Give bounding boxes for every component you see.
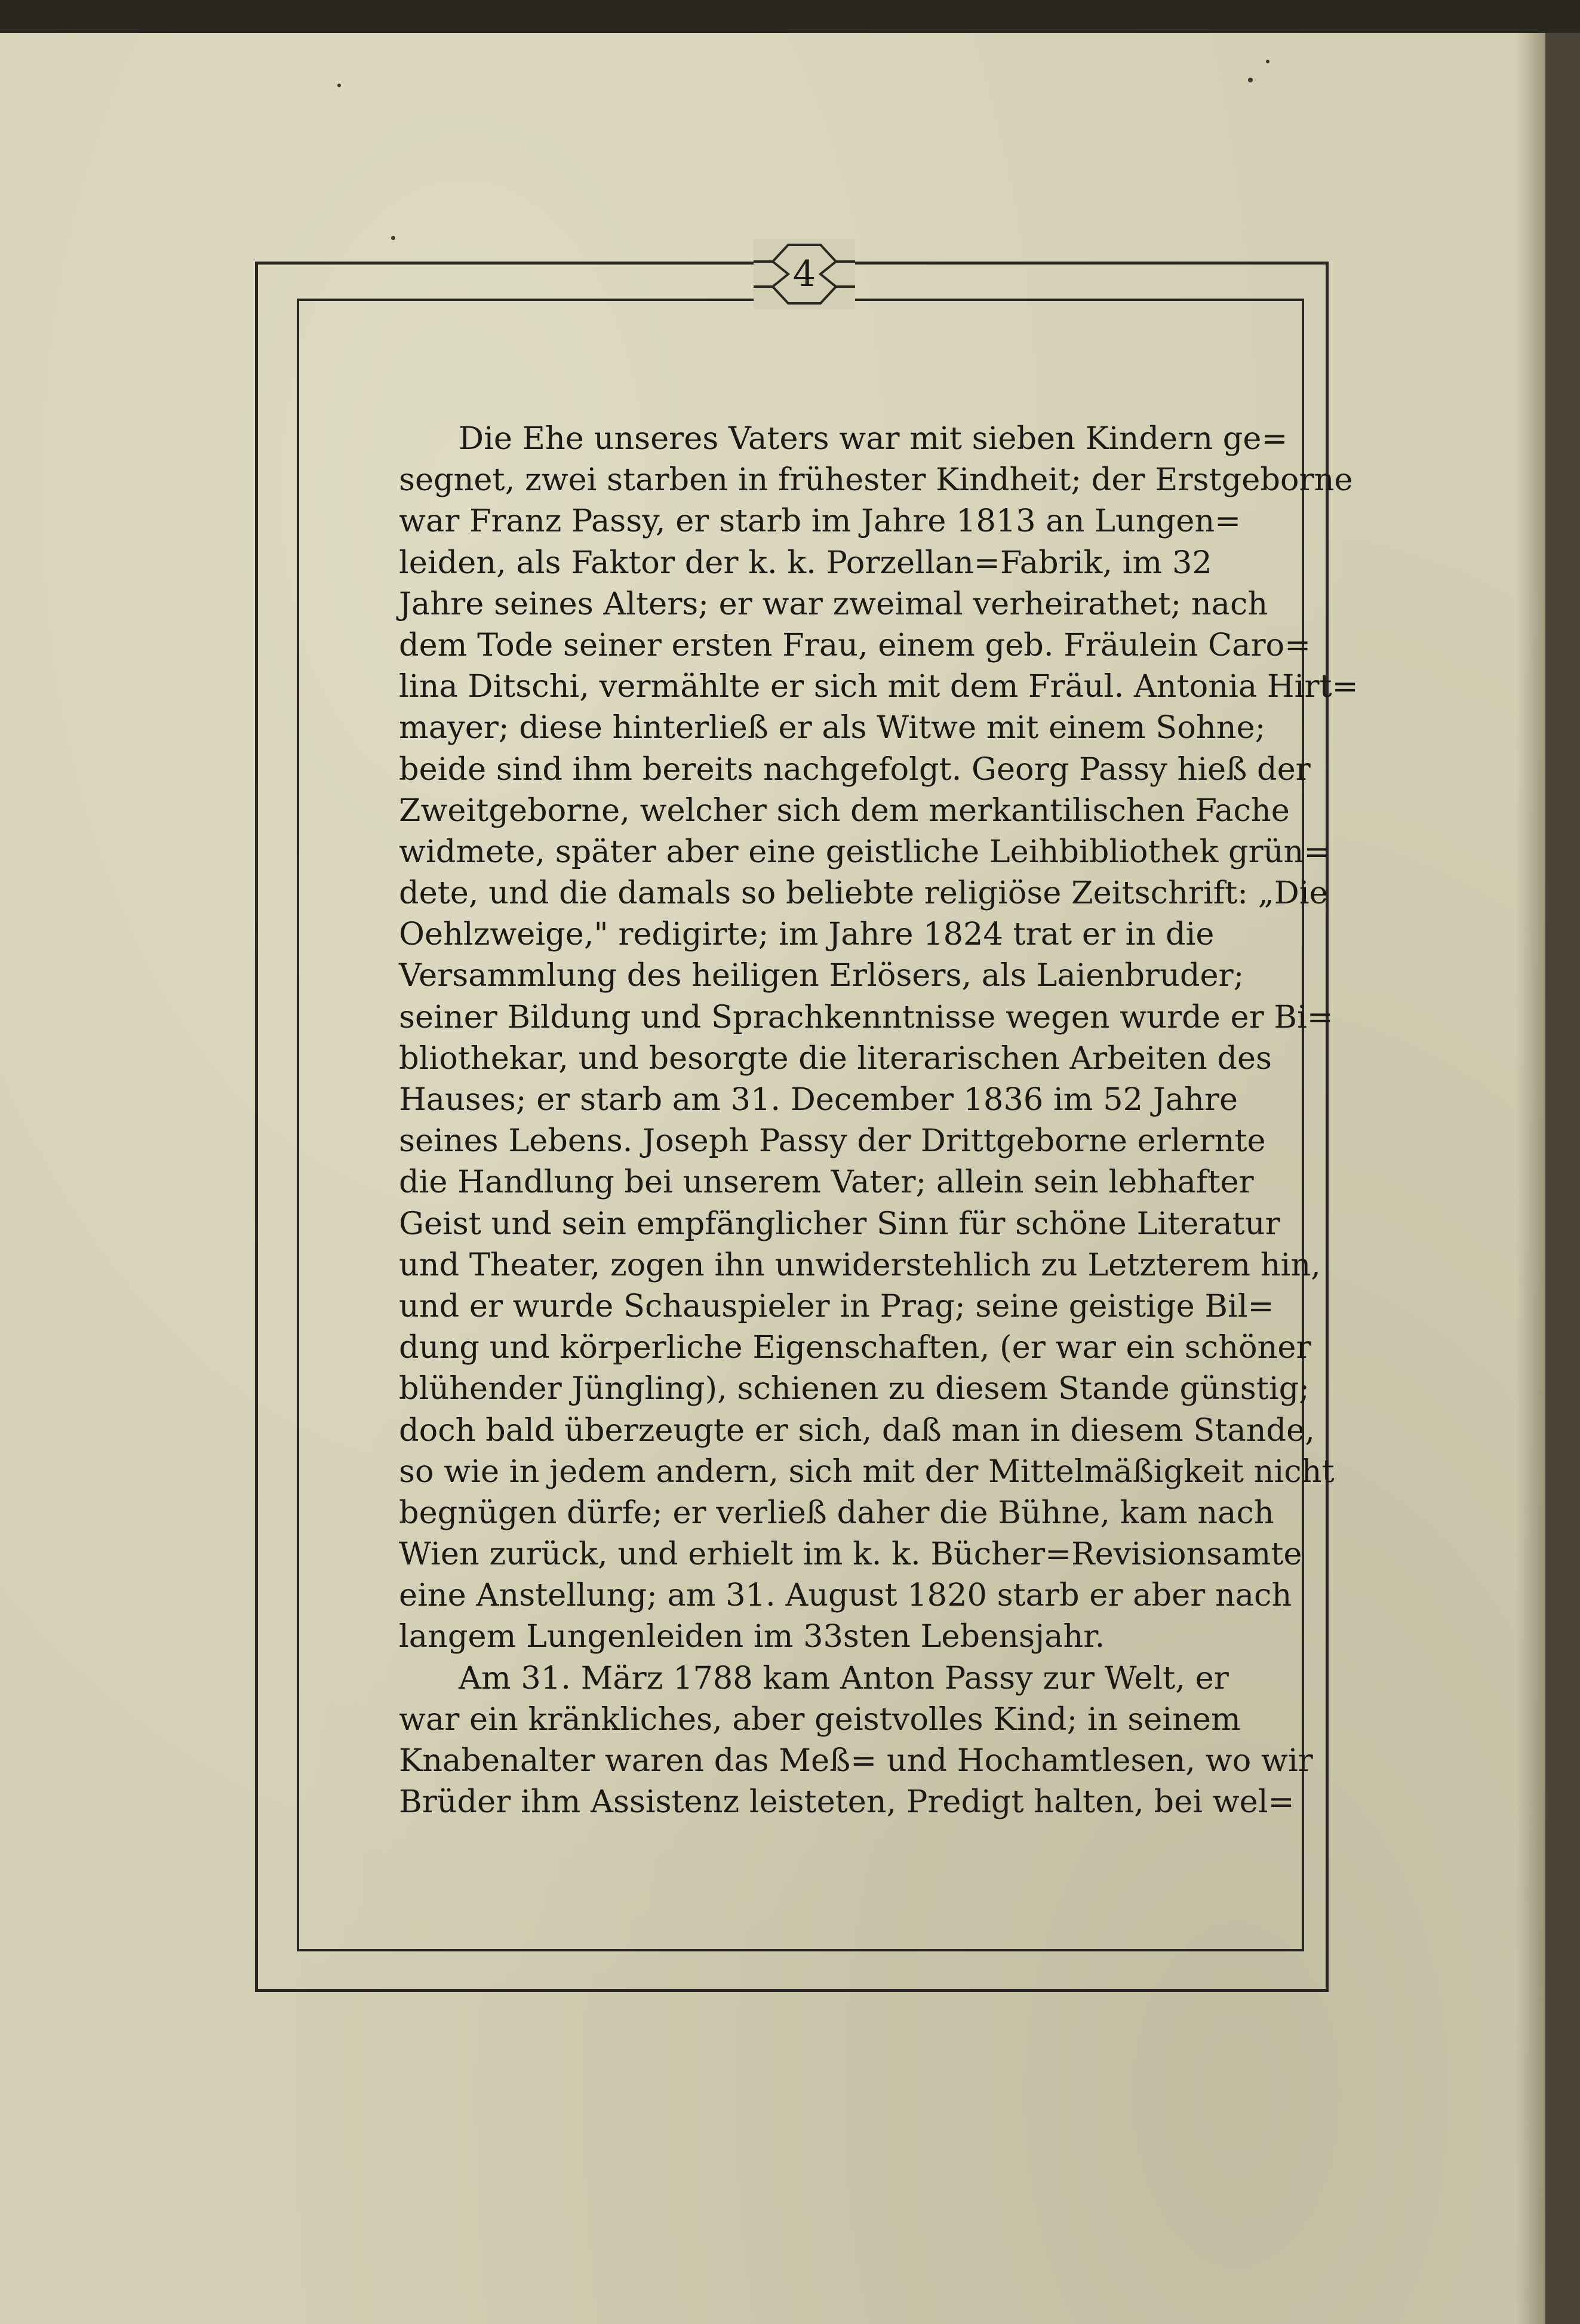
text-line: eine Anstellung; am 31. August 1820 starb er aber nach	[399, 1577, 1292, 1614]
text-line: segnet, zwei starben in frühester Kindheit; der Erstgeborne	[399, 462, 1353, 499]
text-line: Hauses; er starb am 31. December 1836 im 52 Jahre	[399, 1081, 1238, 1118]
text-line: beide sind ihm bereits nachgefolgt. Georg Passy hieß der	[399, 751, 1311, 788]
text-line: und er wurde Schauspieler in Prag; seine geistige Bil=	[399, 1287, 1274, 1324]
text-line: dem Tode seiner ersten Frau, einem geb. Fräulein Caro=	[399, 626, 1311, 663]
scan-speck	[1248, 78, 1253, 82]
text-line: doch bald überzeugte er sich, daß man in diesem Stande,	[399, 1412, 1315, 1449]
text-line: Jahre seines Alters; er war zweimal verheirathet; nach	[399, 585, 1268, 622]
text-line: Geist und sein empfänglicher Sinn für schöne Literatur	[399, 1205, 1280, 1242]
text-line: Zweitgeborne, welcher sich dem merkantilischen Fache	[399, 792, 1290, 829]
text-line: blühender Jüngling), schienen zu diesem Stande günstig;	[399, 1370, 1310, 1407]
text-line: dete, und die damals so beliebte religiöse Zeitschrift: „Die	[399, 875, 1328, 912]
text-line: Knabenalter waren das Meß= und Hochamtlesen, wo wir	[399, 1742, 1313, 1779]
text-line: war Franz Passy, er starb im Jahre 1813 an Lungen=	[399, 503, 1241, 540]
page-gutter-shadow	[1517, 33, 1545, 2324]
text-line: lina Ditschi, vermählte er sich mit dem Fräul. Antonia Hirt=	[399, 668, 1358, 705]
text-line: die Handlung bei unserem Vater; allein sein lebhafter	[399, 1164, 1254, 1201]
text-line: Die Ehe unseres Vaters war mit sieben Kindern ge=	[459, 420, 1288, 457]
text-line: Oehlzweige," redigirte; im Jahre 1824 trat er in die	[399, 916, 1215, 953]
page-number: 4	[792, 253, 816, 295]
scan-edge	[0, 0, 1580, 33]
text-line: widmete, später aber eine geistliche Leihbibliothek grün=	[399, 833, 1330, 870]
page-text	[399, 418, 1358, 1822]
text-line: Versammlung des heiligen Erlösers, als Laienbruder;	[399, 957, 1244, 994]
text-line: Wien zurück, und erhielt im k. k. Bücher=Revisionsamte	[399, 1536, 1302, 1573]
text-line: und Theater, zogen ihn unwiderstehlich zu Letzterem hin,	[399, 1246, 1321, 1283]
text-line: war ein kränkliches, aber geistvolles Kind; in seinem	[399, 1701, 1241, 1738]
text-line: begnügen dürfe; er verließ daher die Bühne, kam nach	[399, 1494, 1274, 1531]
text-line: mayer; diese hinterließ er als Witwe mit einem Sohne;	[399, 709, 1266, 746]
text-line: dung und körperliche Eigenschaften, (er war ein schöner	[399, 1329, 1311, 1366]
text-line: Brüder ihm Assistenz leisteten, Predigt halten, bei wel=	[399, 1784, 1295, 1821]
text-line: so wie in jedem andern, sich mit der Mittelmäßigkeit nicht	[399, 1453, 1335, 1490]
text-line: Am 31. März 1788 kam Anton Passy zur Welt, er	[459, 1659, 1229, 1696]
text-line: langem Lungenleiden im 33sten Lebensjahr.	[399, 1618, 1105, 1655]
text-line: leiden, als Faktor der k. k. Porzellan=Fabrik, im 32	[399, 544, 1212, 581]
scan-speck	[391, 236, 395, 240]
text-line: seines Lebens. Joseph Passy der Drittgeborne erlernte	[399, 1123, 1266, 1160]
text-line: seiner Bildung und Sprachkenntnisse wegen wurde er Bi=	[399, 998, 1333, 1035]
scan-speck	[337, 84, 341, 87]
scan-speck	[1266, 60, 1269, 63]
text-line: bliothekar, und besorgte die literarischen Arbeiten des	[399, 1040, 1272, 1077]
